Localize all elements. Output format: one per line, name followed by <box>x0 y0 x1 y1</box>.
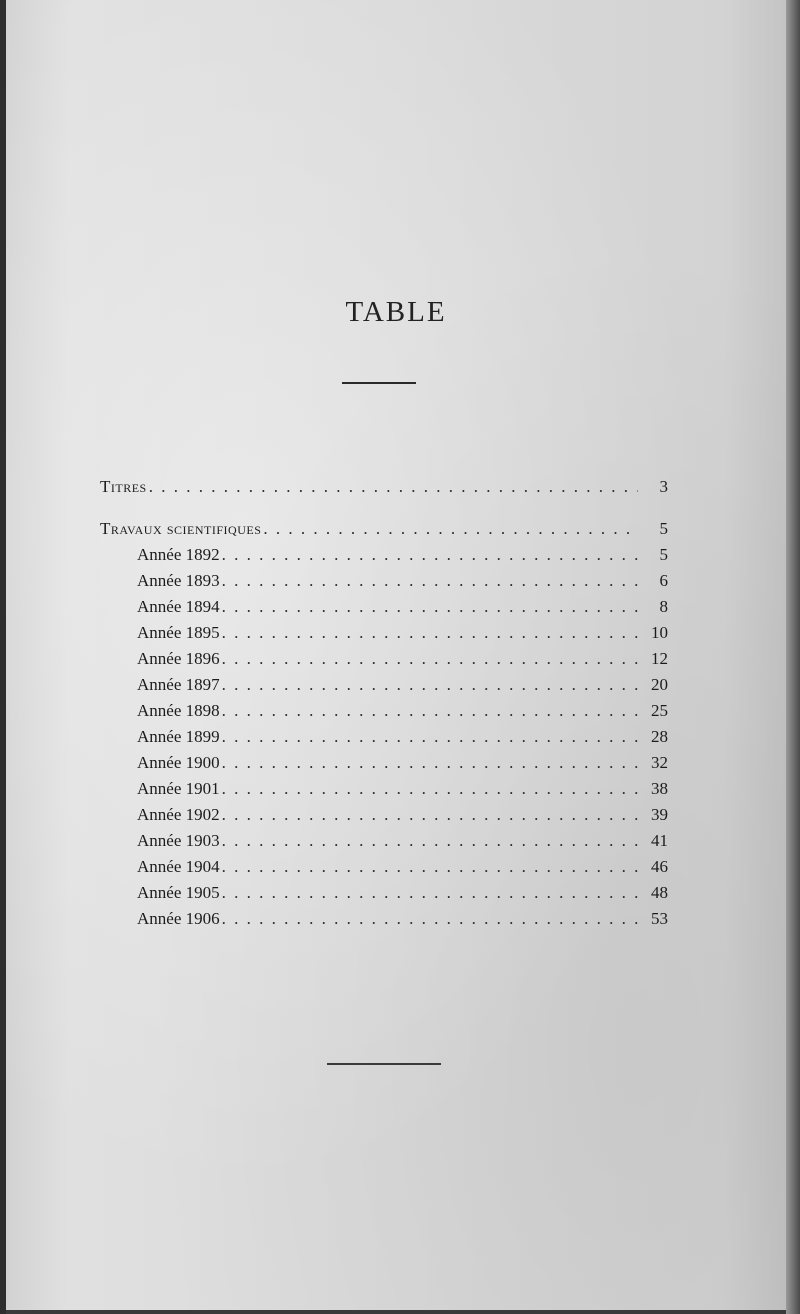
toc-entry-label: Année 1892 <box>137 545 220 564</box>
title-rule <box>342 382 416 384</box>
toc-entry-1898[interactable] <box>100 698 668 724</box>
dot-leader <box>222 724 638 750</box>
toc-entry-label: Année 1903 <box>137 831 220 850</box>
toc-entry-label: Année 1900 <box>137 753 220 772</box>
toc-entry-titres[interactable] <box>100 474 668 500</box>
toc-entry-label: Titres <box>100 477 147 496</box>
toc-entry-page: 5 <box>659 519 668 538</box>
toc-entry-label: Année 1902 <box>137 805 220 824</box>
toc-entry-page: 10 <box>651 623 668 642</box>
toc-entry-1892[interactable] <box>100 542 668 568</box>
toc-entry-page: 39 <box>651 805 668 824</box>
toc-entry-travaux[interactable] <box>100 516 668 542</box>
dot-leader <box>222 594 638 620</box>
dot-leader <box>222 750 638 776</box>
toc-entry-page: 32 <box>651 753 668 772</box>
dot-leader <box>263 516 638 542</box>
toc-entry-1906[interactable] <box>100 906 668 932</box>
book-page <box>6 0 786 1310</box>
toc-entry-1893[interactable] <box>100 568 668 594</box>
toc-entry-page: 6 <box>659 571 668 590</box>
toc-entry-label: Année 1901 <box>137 779 220 798</box>
dot-leader <box>222 802 638 828</box>
toc-entry-page: 41 <box>651 831 668 850</box>
toc-entry-label: Année 1895 <box>137 623 220 642</box>
dot-leader <box>222 776 638 802</box>
dot-leader <box>222 698 638 724</box>
toc-entry-page: 20 <box>651 675 668 694</box>
toc-entry-page: 3 <box>659 477 668 496</box>
toc-entry-page: 53 <box>651 909 668 928</box>
dot-leader <box>222 646 638 672</box>
toc-entry-label: Année 1897 <box>137 675 220 694</box>
toc-entry-1894[interactable] <box>100 594 668 620</box>
toc-entry-label: Année 1904 <box>137 857 220 876</box>
dot-leader <box>222 672 638 698</box>
toc-entry-page: 12 <box>651 649 668 668</box>
toc-entry-page: 25 <box>651 701 668 720</box>
page-title: TABLE <box>345 296 447 328</box>
toc-entry-label: Année 1896 <box>137 649 220 668</box>
toc-entry-1903[interactable] <box>100 828 668 854</box>
toc-entry-page: 28 <box>651 727 668 746</box>
toc-entry-label: Année 1898 <box>137 701 220 720</box>
toc-entry-1897[interactable] <box>100 672 668 698</box>
table-of-contents <box>100 474 668 932</box>
toc-entry-1900[interactable] <box>100 750 668 776</box>
dot-leader <box>222 828 638 854</box>
toc-entry-label: Année 1893 <box>137 571 220 590</box>
toc-entry-page: 5 <box>659 545 668 564</box>
toc-entry-1905[interactable] <box>100 880 668 906</box>
toc-entry-1896[interactable] <box>100 646 668 672</box>
toc-entry-page: 38 <box>651 779 668 798</box>
toc-entry-label: Travaux scientifiques <box>100 519 262 538</box>
toc-entry-label: Année 1894 <box>137 597 220 616</box>
dot-leader <box>222 880 638 906</box>
dot-leader <box>222 906 638 932</box>
toc-entry-page: 48 <box>651 883 668 902</box>
toc-entry-label: Année 1899 <box>137 727 220 746</box>
dot-leader <box>222 542 638 568</box>
toc-entry-1904[interactable] <box>100 854 668 880</box>
toc-entry-1902[interactable] <box>100 802 668 828</box>
dot-leader <box>222 854 638 880</box>
scan-right-edge <box>786 0 800 1314</box>
toc-entry-1895[interactable] <box>100 620 668 646</box>
toc-entry-1899[interactable] <box>100 724 668 750</box>
toc-entry-1901[interactable] <box>100 776 668 802</box>
toc-entry-page: 46 <box>651 857 668 876</box>
toc-entry-label: Année 1905 <box>137 883 220 902</box>
toc-entry-label: Année 1906 <box>137 909 220 928</box>
dot-leader <box>222 620 638 646</box>
dot-leader <box>149 474 638 500</box>
dot-leader <box>222 568 638 594</box>
closing-rule <box>327 1063 441 1065</box>
toc-entry-page: 8 <box>659 597 668 616</box>
